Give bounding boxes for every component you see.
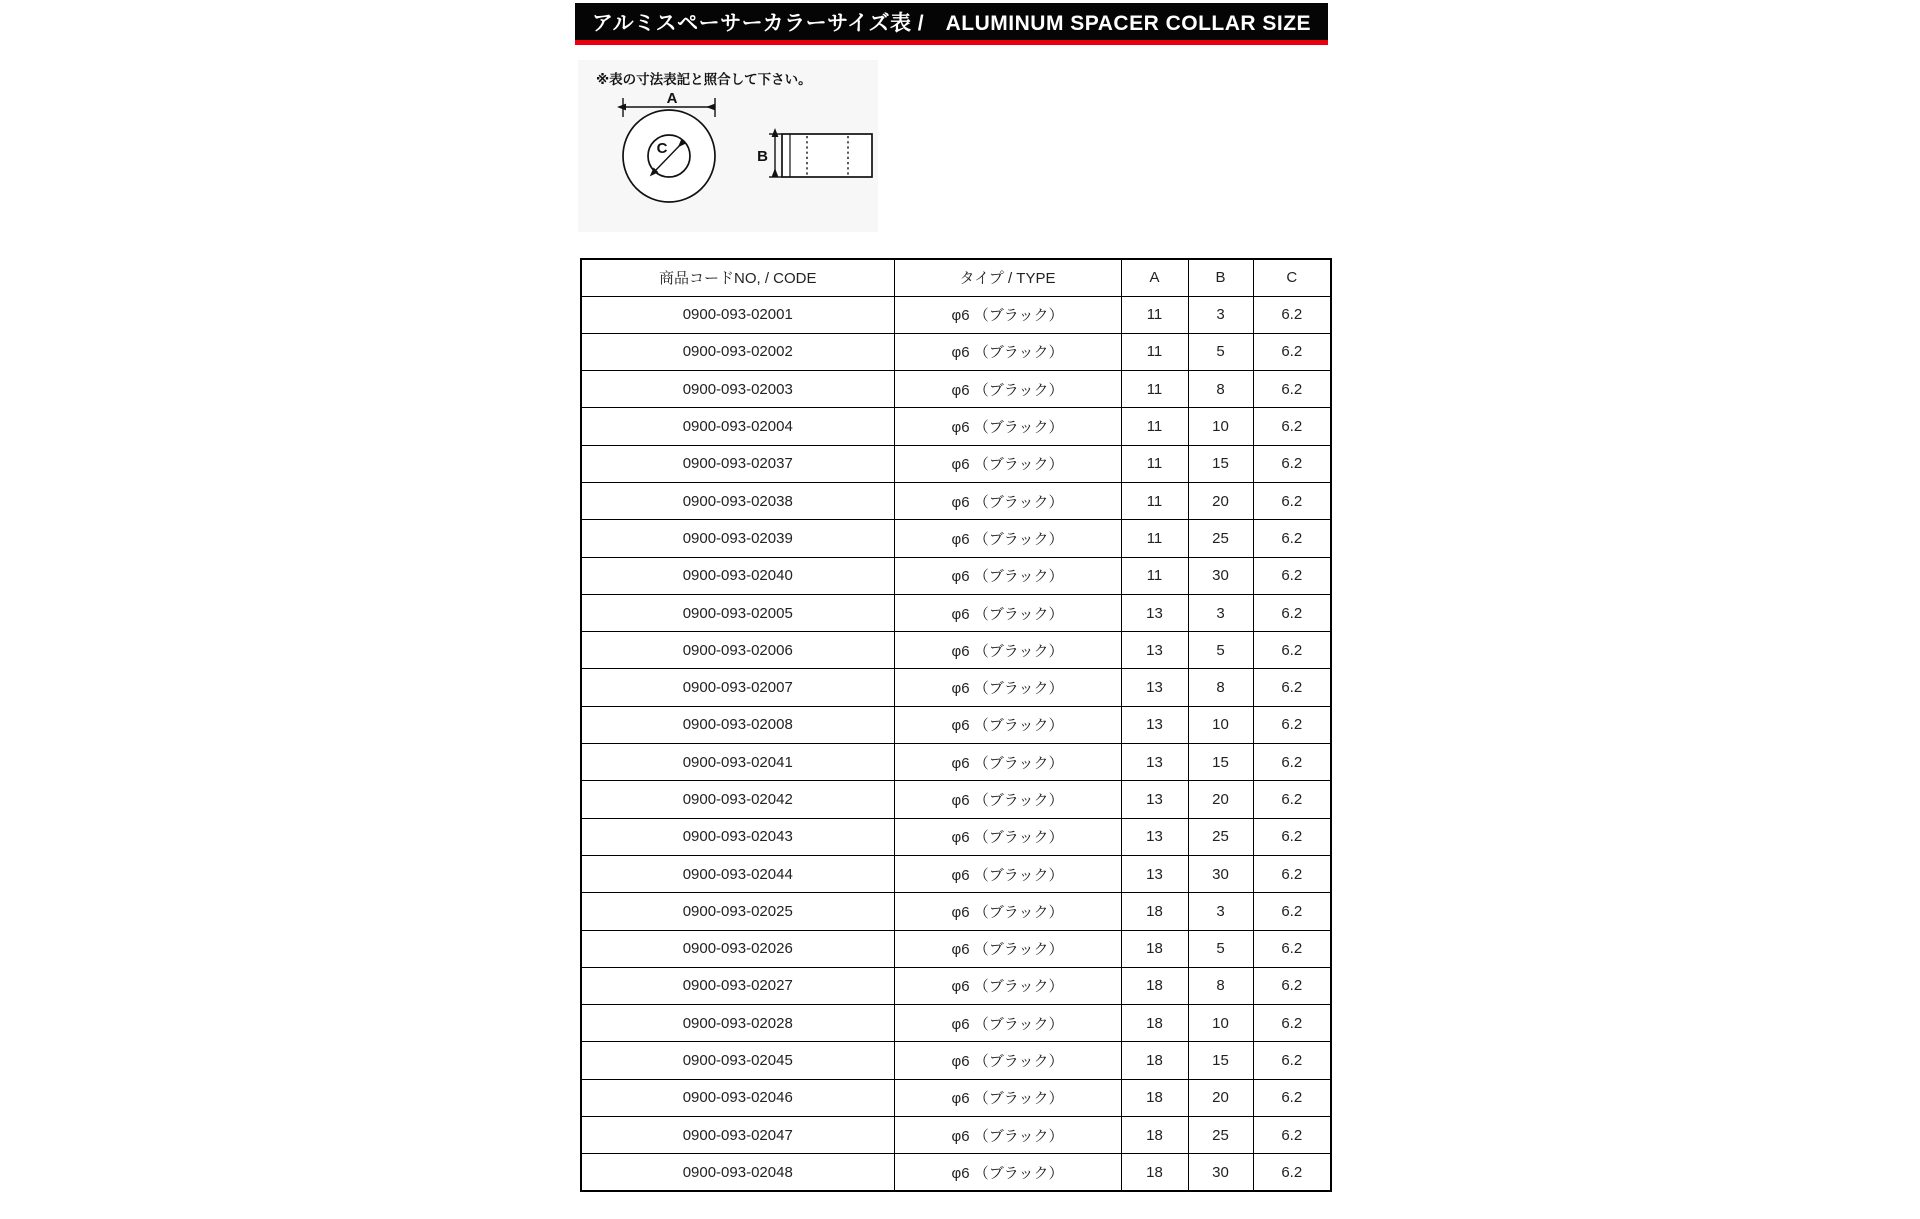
a-cell: 11	[1121, 445, 1188, 482]
a-cell: 11	[1121, 482, 1188, 519]
type-cell: φ6 （ブラック）	[894, 1154, 1121, 1191]
table-row	[581, 371, 1331, 408]
header-c: C	[1253, 259, 1331, 296]
code-cell: 0900-093-02003	[581, 371, 894, 408]
page-title: アルミスペーサーカラーサイズ表 / ALUMINUM SPACER COLLAR SIZE	[591, 11, 1312, 35]
a-cell: 11	[1121, 520, 1188, 557]
code-cell: 0900-093-02043	[581, 818, 894, 855]
header-code: 商品コードNO, / CODE	[581, 259, 894, 296]
c-cell: 6.2	[1253, 893, 1331, 930]
type-cell: φ6 （ブラック）	[894, 1042, 1121, 1079]
b-cell: 8	[1188, 371, 1253, 408]
a-cell: 13	[1121, 818, 1188, 855]
c-cell: 6.2	[1253, 482, 1331, 519]
table-row	[581, 520, 1331, 557]
c-cell: 6.2	[1253, 594, 1331, 631]
a-cell: 18	[1121, 893, 1188, 930]
table-row	[581, 333, 1331, 370]
type-cell: φ6 （ブラック）	[894, 669, 1121, 706]
b-cell: 30	[1188, 1154, 1253, 1191]
b-cell: 3	[1188, 893, 1253, 930]
code-cell: 0900-093-02005	[581, 594, 894, 631]
c-cell: 6.2	[1253, 744, 1331, 781]
a-cell: 13	[1121, 594, 1188, 631]
table-row	[581, 706, 1331, 743]
spacer-size-table	[580, 258, 1332, 1192]
c-cell: 6.2	[1253, 371, 1331, 408]
a-cell: 13	[1121, 744, 1188, 781]
type-cell: φ6 （ブラック）	[894, 781, 1121, 818]
type-cell: φ6 （ブラック）	[894, 371, 1121, 408]
type-cell: φ6 （ブラック）	[894, 482, 1121, 519]
table-row	[581, 1005, 1331, 1042]
code-cell: 0900-093-02001	[581, 296, 894, 333]
code-cell: 0900-093-02045	[581, 1042, 894, 1079]
c-cell: 6.2	[1253, 1005, 1331, 1042]
c-cell: 6.2	[1253, 1117, 1331, 1154]
type-cell: φ6 （ブラック）	[894, 1079, 1121, 1116]
c-cell: 6.2	[1253, 855, 1331, 892]
table-row	[581, 632, 1331, 669]
code-cell: 0900-093-02038	[581, 482, 894, 519]
header-b: B	[1188, 259, 1253, 296]
code-cell: 0900-093-02047	[581, 1117, 894, 1154]
table-row	[581, 1117, 1331, 1154]
type-cell: φ6 （ブラック）	[894, 818, 1121, 855]
code-cell: 0900-093-02039	[581, 520, 894, 557]
code-cell: 0900-093-02006	[581, 632, 894, 669]
type-cell: φ6 （ブラック）	[894, 408, 1121, 445]
type-cell: φ6 （ブラック）	[894, 706, 1121, 743]
type-cell: φ6 （ブラック）	[894, 967, 1121, 1004]
table-row	[581, 967, 1331, 1004]
b-cell: 25	[1188, 818, 1253, 855]
side-view-body	[782, 134, 872, 177]
a-cell: 11	[1121, 408, 1188, 445]
b-cell: 5	[1188, 930, 1253, 967]
table-row	[581, 445, 1331, 482]
c-cell: 6.2	[1253, 781, 1331, 818]
a-cell: 18	[1121, 1042, 1188, 1079]
table-row	[581, 296, 1331, 333]
a-cell: 11	[1121, 371, 1188, 408]
table-row	[581, 855, 1331, 892]
type-cell: φ6 （ブラック）	[894, 296, 1121, 333]
code-cell: 0900-093-02002	[581, 333, 894, 370]
c-cell: 6.2	[1253, 445, 1331, 482]
c-cell: 6.2	[1253, 818, 1331, 855]
code-cell: 0900-093-02046	[581, 1079, 894, 1116]
spacer-dimension-drawing	[578, 90, 878, 228]
b-cell: 3	[1188, 296, 1253, 333]
page-title-banner	[575, 3, 1328, 40]
table-row	[581, 482, 1331, 519]
type-cell: φ6 （ブラック）	[894, 445, 1121, 482]
type-cell: φ6 （ブラック）	[894, 594, 1121, 631]
b-cell: 8	[1188, 669, 1253, 706]
header-row	[581, 259, 1331, 296]
b-cell: 5	[1188, 632, 1253, 669]
a-cell: 18	[1121, 967, 1188, 1004]
table-row	[581, 781, 1331, 818]
b-cell: 10	[1188, 408, 1253, 445]
c-cell: 6.2	[1253, 930, 1331, 967]
a-cell: 13	[1121, 632, 1188, 669]
c-cell: 6.2	[1253, 333, 1331, 370]
code-cell: 0900-093-02026	[581, 930, 894, 967]
code-cell: 0900-093-02048	[581, 1154, 894, 1191]
c-cell: 6.2	[1253, 1079, 1331, 1116]
table-row	[581, 594, 1331, 631]
a-cell: 18	[1121, 1005, 1188, 1042]
code-cell: 0900-093-02007	[581, 669, 894, 706]
b-cell: 8	[1188, 967, 1253, 1004]
code-cell: 0900-093-02004	[581, 408, 894, 445]
a-dimension-label: A	[666, 90, 678, 107]
b-cell: 15	[1188, 744, 1253, 781]
dimension-diagram	[578, 60, 878, 232]
b-cell: 10	[1188, 706, 1253, 743]
type-cell: φ6 （ブラック）	[894, 333, 1121, 370]
b-cell: 3	[1188, 594, 1253, 631]
a-cell: 11	[1121, 296, 1188, 333]
b-cell: 30	[1188, 855, 1253, 892]
spec-table-body	[581, 296, 1331, 1191]
a-cell: 11	[1121, 333, 1188, 370]
code-cell: 0900-093-02008	[581, 706, 894, 743]
table-row	[581, 557, 1331, 594]
table-row	[581, 1079, 1331, 1116]
table-row	[581, 744, 1331, 781]
code-cell: 0900-093-02041	[581, 744, 894, 781]
table-row	[581, 930, 1331, 967]
table-row	[581, 1154, 1331, 1191]
code-cell: 0900-093-02044	[581, 855, 894, 892]
c-cell: 6.2	[1253, 408, 1331, 445]
type-cell: φ6 （ブラック）	[894, 855, 1121, 892]
c-cell: 6.2	[1253, 557, 1331, 594]
diagram-note: ※表の寸法表記と照合して下さい。	[596, 72, 812, 87]
b-cell: 15	[1188, 445, 1253, 482]
c-cell: 6.2	[1253, 296, 1331, 333]
b-cell: 15	[1188, 1042, 1253, 1079]
a-cell: 18	[1121, 930, 1188, 967]
b-dimension-label: B	[757, 148, 768, 165]
type-cell: φ6 （ブラック）	[894, 557, 1121, 594]
header-type: タイプ / TYPE	[894, 259, 1121, 296]
c-dimension-label: C	[656, 140, 668, 157]
c-cell: 6.2	[1253, 967, 1331, 1004]
type-cell: φ6 （ブラック）	[894, 744, 1121, 781]
code-cell: 0900-093-02040	[581, 557, 894, 594]
c-cell: 6.2	[1253, 632, 1331, 669]
type-cell: φ6 （ブラック）	[894, 1117, 1121, 1154]
type-cell: φ6 （ブラック）	[894, 520, 1121, 557]
b-cell: 25	[1188, 520, 1253, 557]
b-cell: 20	[1188, 781, 1253, 818]
a-cell: 13	[1121, 669, 1188, 706]
code-cell: 0900-093-02037	[581, 445, 894, 482]
c-cell: 6.2	[1253, 706, 1331, 743]
title-accent-line	[575, 40, 1328, 45]
table-row	[581, 669, 1331, 706]
code-cell: 0900-093-02027	[581, 967, 894, 1004]
header-a: A	[1121, 259, 1188, 296]
code-cell: 0900-093-02028	[581, 1005, 894, 1042]
b-cell: 5	[1188, 333, 1253, 370]
c-cell: 6.2	[1253, 1042, 1331, 1079]
c-cell: 6.2	[1253, 1154, 1331, 1191]
b-cell: 20	[1188, 1079, 1253, 1116]
table-row	[581, 408, 1331, 445]
type-cell: φ6 （ブラック）	[894, 1005, 1121, 1042]
code-cell: 0900-093-02042	[581, 781, 894, 818]
type-cell: φ6 （ブラック）	[894, 632, 1121, 669]
a-cell: 18	[1121, 1079, 1188, 1116]
a-cell: 13	[1121, 706, 1188, 743]
a-cell: 18	[1121, 1154, 1188, 1191]
c-cell: 6.2	[1253, 520, 1331, 557]
b-cell: 10	[1188, 1005, 1253, 1042]
table-row	[581, 818, 1331, 855]
c-cell: 6.2	[1253, 669, 1331, 706]
spec-table-header	[581, 259, 1331, 296]
b-cell: 25	[1188, 1117, 1253, 1154]
type-cell: φ6 （ブラック）	[894, 930, 1121, 967]
a-cell: 13	[1121, 855, 1188, 892]
a-cell: 13	[1121, 781, 1188, 818]
b-cell: 20	[1188, 482, 1253, 519]
b-cell: 30	[1188, 557, 1253, 594]
table-row	[581, 1042, 1331, 1079]
code-cell: 0900-093-02025	[581, 893, 894, 930]
a-cell: 18	[1121, 1117, 1188, 1154]
table-row	[581, 893, 1331, 930]
type-cell: φ6 （ブラック）	[894, 893, 1121, 930]
a-cell: 11	[1121, 557, 1188, 594]
